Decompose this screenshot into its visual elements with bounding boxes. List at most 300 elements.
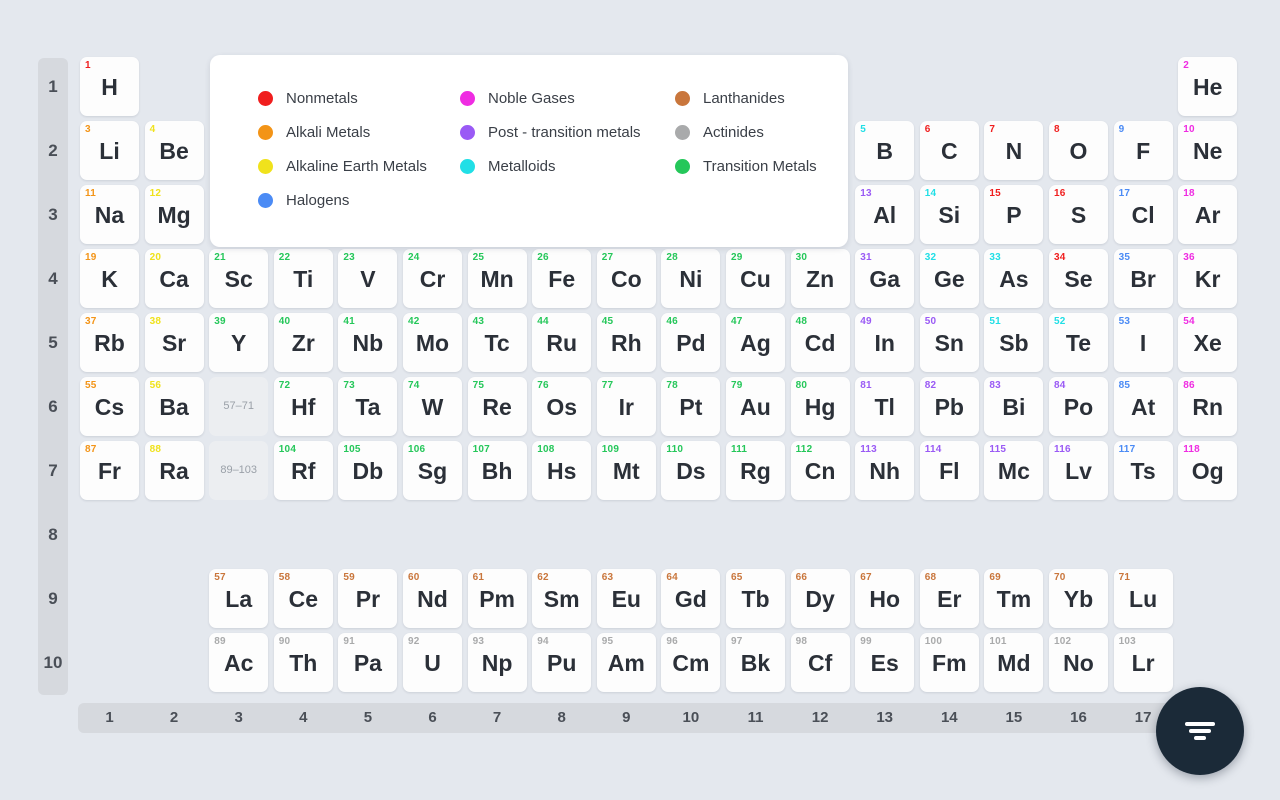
- element-cell-he[interactable]: [1178, 57, 1237, 116]
- element-atomic-number: 79: [731, 380, 743, 391]
- element-cell-w[interactable]: [403, 377, 462, 436]
- element-cell-u[interactable]: [403, 633, 462, 692]
- element-atomic-number: 103: [1118, 636, 1136, 647]
- element-cell-no[interactable]: [1049, 633, 1108, 692]
- legend-color-dot: [460, 125, 475, 140]
- element-cell-mc[interactable]: [984, 441, 1043, 500]
- column-label-11: 11: [747, 709, 764, 726]
- element-symbol: At: [1130, 394, 1156, 420]
- element-cell-sb[interactable]: [984, 313, 1043, 372]
- element-symbol: Ac: [223, 650, 254, 676]
- element-cell-pb[interactable]: [920, 377, 979, 436]
- legend-color-dot: [675, 125, 690, 140]
- element-cell-lv[interactable]: [1049, 441, 1108, 500]
- element-cell-th[interactable]: [274, 633, 333, 692]
- element-atomic-number: 27: [601, 252, 614, 263]
- element-atomic-number: 3: [85, 124, 91, 135]
- element-symbol: Tl: [874, 394, 895, 420]
- element-symbol: Pu: [546, 650, 577, 676]
- element-atomic-number: 102: [1054, 636, 1072, 647]
- element-atomic-number: 13: [860, 188, 872, 199]
- element-symbol: Bk: [740, 650, 771, 676]
- element-cell-si[interactable]: [920, 185, 979, 244]
- element-cell-pd[interactable]: [661, 313, 720, 372]
- legend-item[interactable]: [675, 121, 764, 143]
- element-cell-gd[interactable]: [661, 569, 720, 628]
- element-symbol: Cr: [419, 266, 446, 292]
- element-atomic-number: 48: [795, 316, 808, 327]
- legend-color-dot: [258, 125, 273, 140]
- element-atomic-number: 18: [1183, 188, 1195, 199]
- element-cell-fm[interactable]: [920, 633, 979, 692]
- element-symbol: Cl: [1131, 202, 1155, 228]
- row-label-6: 6: [48, 397, 58, 416]
- element-cell-hg[interactable]: [791, 377, 850, 436]
- legend-item[interactable]: [675, 155, 817, 177]
- element-symbol: U: [424, 650, 441, 676]
- element-cell-la[interactable]: [209, 569, 268, 628]
- column-label-4: 4: [299, 709, 308, 726]
- element-symbol: Lv: [1065, 458, 1092, 484]
- element-atomic-number: 41: [343, 316, 355, 327]
- element-cell-os[interactable]: [532, 377, 591, 436]
- element-atomic-number: 12: [149, 188, 162, 199]
- column-label-2: 2: [169, 709, 179, 726]
- element-atomic-number: 33: [989, 252, 1001, 263]
- element-symbol: Es: [870, 650, 899, 676]
- element-atomic-number: 116: [1054, 444, 1071, 455]
- element-atomic-number: 96: [666, 636, 678, 647]
- element-cell-te[interactable]: [1049, 313, 1108, 372]
- element-cell-tl[interactable]: [855, 377, 914, 436]
- element-atomic-number: 19: [85, 252, 97, 263]
- element-atomic-number: 54: [1183, 316, 1195, 327]
- element-symbol: Nb: [352, 330, 384, 356]
- element-atomic-number: 91: [343, 636, 355, 647]
- legend-item[interactable]: [258, 155, 427, 177]
- element-atomic-number: 110: [666, 444, 684, 455]
- element-cell-db[interactable]: [338, 441, 397, 500]
- element-cell-am[interactable]: [597, 633, 656, 692]
- element-cell-po[interactable]: [1049, 377, 1108, 436]
- element-symbol: Na: [94, 202, 125, 228]
- legend-item[interactable]: [675, 87, 785, 109]
- element-atomic-number: 20: [149, 252, 162, 263]
- element-atomic-number: 24: [408, 252, 420, 263]
- element-cell-ca[interactable]: [145, 249, 204, 308]
- legend-item[interactable]: [258, 189, 349, 211]
- element-symbol: Ts: [1130, 458, 1156, 484]
- element-cell-rg[interactable]: [726, 441, 785, 500]
- element-symbol: Be: [159, 138, 189, 164]
- element-cell-ds[interactable]: [661, 441, 720, 500]
- element-cell-np[interactable]: [468, 633, 527, 692]
- element-symbol: Si: [938, 202, 961, 228]
- element-symbol: Fr: [98, 458, 121, 484]
- column-label-15: 15: [1005, 709, 1023, 726]
- element-atomic-number: 84: [1054, 380, 1066, 391]
- column-label-3: 3: [234, 709, 243, 726]
- element-symbol: No: [1063, 650, 1094, 676]
- element-atomic-number: 80: [795, 380, 808, 391]
- element-cell-ir[interactable]: [597, 377, 656, 436]
- element-cell-ar[interactable]: [1178, 185, 1237, 244]
- row-label-8: 8: [48, 525, 58, 544]
- element-cell-er[interactable]: [920, 569, 979, 628]
- element-cell-k[interactable]: [80, 249, 139, 308]
- element-cell-yb[interactable]: [1049, 569, 1108, 628]
- element-atomic-number: 45: [601, 316, 614, 327]
- element-symbol: Cs: [94, 394, 125, 420]
- legend-color-dot: [675, 159, 690, 174]
- row-label-3: 3: [48, 205, 58, 224]
- element-cell-fr[interactable]: [80, 441, 139, 500]
- element-atomic-number: 37: [85, 316, 97, 327]
- element-cell-mg[interactable]: [145, 185, 204, 244]
- element-symbol: La: [225, 586, 253, 612]
- element-cell-b[interactable]: [855, 121, 914, 180]
- element-cell-f[interactable]: [1114, 121, 1173, 180]
- element-atomic-number: 106: [408, 444, 426, 455]
- element-atomic-number: 57: [214, 572, 226, 583]
- element-cell-md[interactable]: [984, 633, 1043, 692]
- element-cell-cu[interactable]: [726, 249, 785, 308]
- element-cell-ne[interactable]: [1178, 121, 1237, 180]
- element-atomic-number: 11: [85, 188, 96, 199]
- element-cell-cm[interactable]: [661, 633, 720, 692]
- element-range-placeholder[interactable]: [209, 441, 268, 500]
- element-cell-ag[interactable]: [726, 313, 785, 372]
- element-cell-ni[interactable]: [661, 249, 720, 308]
- element-symbol: Pb: [934, 394, 964, 420]
- element-cell-au[interactable]: [726, 377, 785, 436]
- element-atomic-number: 55: [85, 380, 97, 391]
- element-cell-nh[interactable]: [855, 441, 914, 500]
- element-cell-as[interactable]: [984, 249, 1043, 308]
- element-cell-ac[interactable]: [209, 633, 268, 692]
- element-cell-br[interactable]: [1114, 249, 1173, 308]
- element-atomic-number: 71: [1118, 572, 1131, 583]
- column-label-14: 14: [940, 709, 958, 726]
- element-cell-cn[interactable]: [791, 441, 850, 500]
- element-symbol: Am: [607, 650, 645, 676]
- element-cell-v[interactable]: [338, 249, 397, 308]
- element-cell-n[interactable]: [984, 121, 1043, 180]
- column-label-13: 13: [876, 709, 894, 726]
- element-cell-sg[interactable]: [403, 441, 462, 500]
- element-symbol: Ti: [293, 266, 314, 292]
- element-atomic-number: 25: [472, 252, 485, 263]
- element-cell-fe[interactable]: [532, 249, 591, 308]
- element-atomic-number: 4: [149, 124, 156, 135]
- element-atomic-number: 73: [343, 380, 355, 391]
- element-symbol: Cf: [807, 650, 833, 676]
- element-symbol: V: [360, 266, 376, 292]
- element-cell-at[interactable]: [1114, 377, 1173, 436]
- element-atomic-number: 108: [537, 444, 555, 455]
- element-cell-na[interactable]: [80, 185, 139, 244]
- element-cell-lr[interactable]: [1114, 633, 1173, 692]
- element-atomic-number: 104: [278, 444, 297, 455]
- element-range-label: 57–71: [223, 400, 254, 412]
- element-atomic-number: 35: [1118, 252, 1131, 263]
- element-cell-tb[interactable]: [726, 569, 785, 628]
- element-cell-i[interactable]: [1114, 313, 1173, 372]
- element-cell-nd[interactable]: [403, 569, 462, 628]
- element-cell-ho[interactable]: [855, 569, 914, 628]
- legend-item[interactable]: [258, 87, 358, 109]
- element-symbol: O: [1069, 138, 1088, 164]
- element-atomic-number: 99: [860, 636, 872, 647]
- element-cell-rn[interactable]: [1178, 377, 1237, 436]
- element-symbol: Ca: [159, 266, 189, 292]
- element-atomic-number: 94: [537, 636, 549, 647]
- element-symbol: Rg: [740, 458, 771, 484]
- element-symbol: Ds: [676, 458, 706, 484]
- element-symbol: Lu: [1129, 586, 1158, 612]
- element-atomic-number: 69: [989, 572, 1001, 583]
- element-atomic-number: 34: [1054, 252, 1066, 263]
- element-cell-ba[interactable]: [145, 377, 204, 436]
- element-cell-s[interactable]: [1049, 185, 1108, 244]
- column-label-6: 6: [428, 709, 437, 726]
- element-symbol: S: [1070, 202, 1087, 228]
- element-symbol: Ne: [1192, 138, 1223, 164]
- element-cell-bi[interactable]: [984, 377, 1043, 436]
- element-atomic-number: 28: [666, 252, 678, 263]
- element-cell-h[interactable]: [80, 57, 139, 116]
- element-cell-be[interactable]: [145, 121, 204, 180]
- element-atomic-number: 112: [795, 444, 813, 455]
- element-atomic-number: 81: [860, 380, 872, 391]
- element-cell-fl[interactable]: [920, 441, 979, 500]
- element-atomic-number: 63: [601, 572, 614, 583]
- element-atomic-number: 43: [472, 316, 485, 327]
- element-atomic-number: 85: [1118, 380, 1131, 391]
- element-cell-c[interactable]: [920, 121, 979, 180]
- element-atomic-number: 75: [472, 380, 485, 391]
- element-atomic-number: 76: [537, 380, 549, 391]
- column-label-5: 5: [363, 709, 373, 726]
- element-atomic-number: 60: [408, 572, 420, 583]
- element-symbol: Eu: [611, 586, 641, 612]
- element-range-placeholder[interactable]: [209, 377, 268, 436]
- element-atomic-number: 15: [989, 188, 1001, 199]
- element-cell-tc[interactable]: [468, 313, 527, 372]
- row-label-1: 1: [48, 77, 58, 96]
- element-cell-ga[interactable]: [855, 249, 914, 308]
- element-cell-y[interactable]: [209, 313, 268, 372]
- legend-label: Post - transition metals: [488, 123, 641, 141]
- element-symbol: He: [1192, 74, 1223, 100]
- element-atomic-number: 23: [343, 252, 355, 263]
- element-symbol: Tc: [484, 330, 510, 356]
- element-cell-zr[interactable]: [274, 313, 333, 372]
- element-symbol: Er: [937, 586, 962, 612]
- element-cell-cl[interactable]: [1114, 185, 1173, 244]
- element-symbol: Mo: [415, 330, 450, 356]
- element-atomic-number: 61: [472, 572, 485, 583]
- element-cell-hf[interactable]: [274, 377, 333, 436]
- element-atomic-number: 98: [795, 636, 808, 647]
- element-cell-ta[interactable]: [338, 377, 397, 436]
- element-cell-rf[interactable]: [274, 441, 333, 500]
- element-cell-ts[interactable]: [1114, 441, 1173, 500]
- element-cell-ru[interactable]: [532, 313, 591, 372]
- element-symbol: Re: [482, 394, 512, 420]
- element-symbol: Mg: [157, 202, 191, 228]
- element-cell-se[interactable]: [1049, 249, 1108, 308]
- element-atomic-number: 92: [408, 636, 420, 647]
- element-atomic-number: 88: [149, 444, 162, 455]
- element-atomic-number: 9: [1118, 124, 1125, 135]
- element-atomic-number: 21: [214, 252, 226, 263]
- element-cell-og[interactable]: [1178, 441, 1237, 500]
- legend-item[interactable]: [460, 87, 575, 109]
- element-atomic-number: 109: [601, 444, 620, 455]
- legend-label: Nonmetals: [286, 89, 358, 107]
- element-symbol: Lr: [1131, 650, 1155, 676]
- element-cell-sc[interactable]: [209, 249, 268, 308]
- element-symbol: Cn: [804, 458, 836, 484]
- row-label-4: 4: [48, 269, 58, 288]
- legend-color-dot: [258, 159, 273, 174]
- element-atomic-number: 2: [1183, 60, 1189, 71]
- element-cell-pa[interactable]: [338, 633, 397, 692]
- element-atomic-number: 114: [924, 444, 942, 455]
- element-symbol: Mc: [997, 458, 1030, 484]
- element-cell-sn[interactable]: [920, 313, 979, 372]
- element-symbol: As: [999, 266, 1029, 292]
- element-symbol: Fe: [548, 266, 576, 292]
- legend-item[interactable]: [460, 155, 556, 177]
- element-symbol: Ho: [869, 586, 901, 612]
- element-atomic-number: 74: [408, 380, 420, 391]
- row-label-5: 5: [48, 333, 58, 352]
- element-cell-bh[interactable]: [468, 441, 527, 500]
- element-cell-zn[interactable]: [791, 249, 850, 308]
- legend-label: Metalloids: [488, 157, 556, 175]
- element-cell-dy[interactable]: [791, 569, 850, 628]
- element-atomic-number: 30: [795, 252, 808, 263]
- element-cell-p[interactable]: [984, 185, 1043, 244]
- element-cell-mt[interactable]: [597, 441, 656, 500]
- element-atomic-number: 66: [795, 572, 808, 583]
- element-cell-kr[interactable]: [1178, 249, 1237, 308]
- element-symbol: Ta: [355, 394, 381, 420]
- element-symbol: Md: [997, 650, 1031, 676]
- element-cell-hs[interactable]: [532, 441, 591, 500]
- element-cell-mn[interactable]: [468, 249, 527, 308]
- legend-item[interactable]: [258, 121, 370, 143]
- element-atomic-number: 5: [860, 124, 866, 135]
- element-cell-o[interactable]: [1049, 121, 1108, 180]
- element-cell-pu[interactable]: [532, 633, 591, 692]
- element-atomic-number: 39: [214, 316, 226, 327]
- element-symbol: Se: [1064, 266, 1093, 292]
- element-symbol: Bh: [481, 458, 513, 484]
- element-cell-cd[interactable]: [791, 313, 850, 372]
- element-atomic-number: 49: [860, 316, 872, 327]
- element-atomic-number: 62: [537, 572, 549, 583]
- element-cell-ge[interactable]: [920, 249, 979, 308]
- element-atomic-number: 17: [1118, 188, 1131, 199]
- element-symbol: Sb: [999, 330, 1029, 356]
- element-cell-ce[interactable]: [274, 569, 333, 628]
- element-symbol: Rf: [291, 458, 316, 484]
- element-atomic-number: 44: [537, 316, 549, 327]
- element-atomic-number: 7: [989, 124, 996, 135]
- element-symbol: H: [101, 74, 118, 100]
- element-cell-in[interactable]: [855, 313, 914, 372]
- element-symbol: Np: [481, 650, 513, 676]
- element-cell-pm[interactable]: [468, 569, 527, 628]
- filter-button[interactable]: [1156, 687, 1244, 775]
- element-atomic-number: 10: [1183, 124, 1195, 135]
- element-cell-re[interactable]: [468, 377, 527, 436]
- legend-color-dot: [460, 91, 475, 106]
- element-cell-bk[interactable]: [726, 633, 785, 692]
- element-symbol: Co: [610, 266, 642, 292]
- element-symbol: Sm: [543, 586, 580, 612]
- element-cell-cf[interactable]: [791, 633, 850, 692]
- element-symbol: Ru: [546, 330, 578, 356]
- element-symbol: I: [1139, 330, 1147, 356]
- element-symbol: Xe: [1193, 330, 1222, 356]
- element-cell-mo[interactable]: [403, 313, 462, 372]
- legend-color-dot: [258, 193, 273, 208]
- column-label-10: 10: [682, 709, 700, 726]
- element-cell-cs[interactable]: [80, 377, 139, 436]
- element-cell-eu[interactable]: [597, 569, 656, 628]
- legend-item[interactable]: [460, 121, 641, 143]
- element-cell-lu[interactable]: [1114, 569, 1173, 628]
- element-cell-xe[interactable]: [1178, 313, 1237, 372]
- element-atomic-number: 51: [989, 316, 1001, 327]
- element-atomic-number: 105: [343, 444, 361, 455]
- element-symbol: Cm: [672, 650, 710, 676]
- element-cell-pr[interactable]: [338, 569, 397, 628]
- element-atomic-number: 93: [472, 636, 485, 647]
- element-cell-li[interactable]: [80, 121, 139, 180]
- element-symbol: Al: [873, 202, 897, 228]
- element-symbol: Cu: [740, 266, 771, 292]
- element-symbol: Zn: [806, 266, 835, 292]
- element-cell-al[interactable]: [855, 185, 914, 244]
- element-atomic-number: 14: [924, 188, 937, 199]
- element-symbol: Ge: [933, 266, 965, 292]
- element-cell-es[interactable]: [855, 633, 914, 692]
- element-symbol: Fm: [932, 650, 967, 676]
- element-cell-rb[interactable]: [80, 313, 139, 372]
- element-cell-tm[interactable]: [984, 569, 1043, 628]
- element-cell-pt[interactable]: [661, 377, 720, 436]
- element-cell-ra[interactable]: [145, 441, 204, 500]
- element-cell-ti[interactable]: [274, 249, 333, 308]
- element-atomic-number: 68: [924, 572, 937, 583]
- element-symbol: W: [421, 394, 444, 420]
- element-cell-rh[interactable]: [597, 313, 656, 372]
- element-cell-cr[interactable]: [403, 249, 462, 308]
- element-symbol: Mt: [612, 458, 640, 484]
- element-cell-sm[interactable]: [532, 569, 591, 628]
- element-symbol: Nd: [417, 586, 448, 612]
- element-symbol: Sn: [934, 330, 964, 356]
- element-cell-nb[interactable]: [338, 313, 397, 372]
- element-cell-sr[interactable]: [145, 313, 204, 372]
- element-cell-co[interactable]: [597, 249, 656, 308]
- element-symbol: Mn: [480, 266, 514, 292]
